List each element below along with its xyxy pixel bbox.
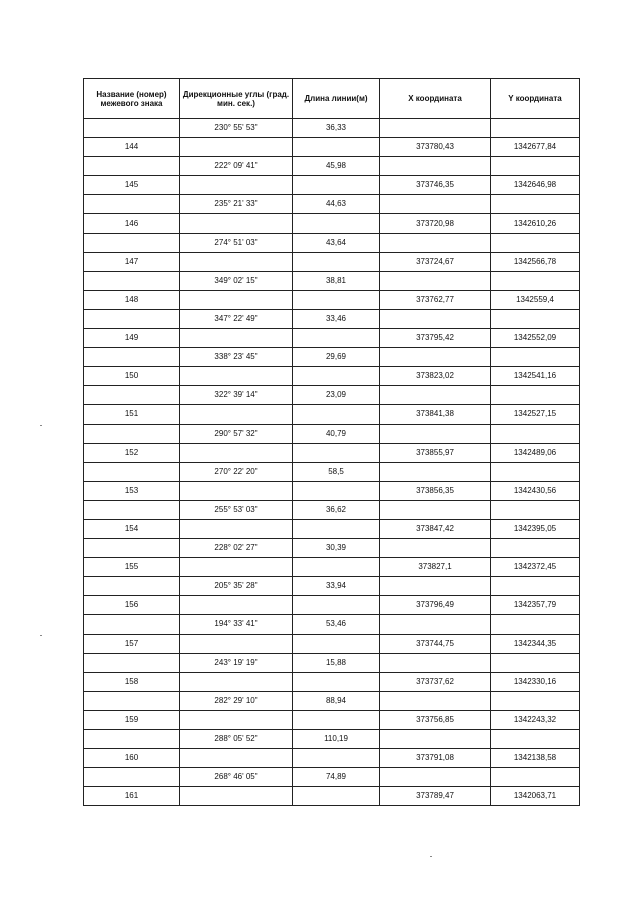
cell-y-coordinate — [491, 768, 580, 787]
cell-marker-name: 147 — [84, 252, 180, 271]
cell-direction-angle: 274° 51' 03" — [180, 233, 293, 252]
cell-line-length — [293, 787, 380, 806]
header-row — [84, 79, 580, 119]
table-header — [84, 79, 580, 119]
cell-y-coordinate — [491, 386, 580, 405]
cell-direction-angle — [180, 672, 293, 691]
cell-direction-angle — [180, 519, 293, 538]
cell-x-coordinate: 373724,67 — [380, 252, 491, 271]
table-row — [84, 691, 580, 710]
cell-y-coordinate — [491, 348, 580, 367]
cell-direction-angle — [180, 481, 293, 500]
table-row — [84, 195, 580, 214]
cell-line-length: 40,79 — [293, 424, 380, 443]
cell-marker-name — [84, 195, 180, 214]
table-row — [84, 749, 580, 768]
table-row — [84, 386, 580, 405]
cell-line-length — [293, 634, 380, 653]
cell-x-coordinate: 373762,77 — [380, 290, 491, 309]
cell-y-coordinate: 1342430,56 — [491, 481, 580, 500]
cell-line-length: 30,39 — [293, 539, 380, 558]
cell-y-coordinate: 1342677,84 — [491, 138, 580, 157]
cell-direction-angle: 222° 09' 41" — [180, 157, 293, 176]
cell-marker-name: 156 — [84, 596, 180, 615]
boundary-coordinates-table — [83, 78, 580, 806]
cell-y-coordinate — [491, 271, 580, 290]
header-x: X координата — [380, 79, 491, 119]
table-row — [84, 596, 580, 615]
cell-direction-angle — [180, 138, 293, 157]
cell-y-coordinate — [491, 653, 580, 672]
cell-marker-name — [84, 309, 180, 328]
cell-marker-name — [84, 730, 180, 749]
cell-x-coordinate: 373746,35 — [380, 176, 491, 195]
cell-x-coordinate — [380, 195, 491, 214]
cell-marker-name — [84, 157, 180, 176]
table-row — [84, 730, 580, 749]
cell-marker-name — [84, 577, 180, 596]
cell-x-coordinate: 373796,49 — [380, 596, 491, 615]
cell-marker-name — [84, 462, 180, 481]
cell-marker-name — [84, 386, 180, 405]
cell-line-length — [293, 405, 380, 424]
cell-marker-name: 159 — [84, 710, 180, 729]
cell-x-coordinate — [380, 424, 491, 443]
cell-y-coordinate: 1342330,16 — [491, 672, 580, 691]
cell-x-coordinate — [380, 768, 491, 787]
cell-x-coordinate — [380, 691, 491, 710]
table-row — [84, 290, 580, 309]
cell-y-coordinate: 1342344,35 — [491, 634, 580, 653]
cell-y-coordinate: 1342559,4 — [491, 290, 580, 309]
cell-line-length — [293, 710, 380, 729]
cell-x-coordinate: 373847,42 — [380, 519, 491, 538]
cell-marker-name: 155 — [84, 558, 180, 577]
cell-direction-angle: 228° 02' 27" — [180, 539, 293, 558]
cell-marker-name: 157 — [84, 634, 180, 653]
table-row — [84, 424, 580, 443]
cell-y-coordinate: 1342610,26 — [491, 214, 580, 233]
cell-direction-angle — [180, 252, 293, 271]
cell-line-length: 74,89 — [293, 768, 380, 787]
cell-line-length — [293, 481, 380, 500]
cell-y-coordinate — [491, 500, 580, 519]
cell-marker-name — [84, 691, 180, 710]
table-row — [84, 176, 580, 195]
cell-x-coordinate — [380, 348, 491, 367]
cell-line-length — [293, 367, 380, 386]
cell-marker-name — [84, 768, 180, 787]
cell-y-coordinate: 1342138,58 — [491, 749, 580, 768]
cell-direction-angle — [180, 405, 293, 424]
cell-y-coordinate: 1342063,71 — [491, 787, 580, 806]
cell-x-coordinate — [380, 577, 491, 596]
cell-x-coordinate: 373823,02 — [380, 367, 491, 386]
table-row — [84, 519, 580, 538]
cell-direction-angle: 349° 02' 15" — [180, 271, 293, 290]
cell-direction-angle: 243° 19' 19" — [180, 653, 293, 672]
cell-y-coordinate: 1342372,45 — [491, 558, 580, 577]
cell-x-coordinate — [380, 233, 491, 252]
table-row — [84, 367, 580, 386]
cell-marker-name — [84, 348, 180, 367]
cell-y-coordinate — [491, 119, 580, 138]
table-row — [84, 138, 580, 157]
header-y: Y координата — [491, 79, 580, 119]
cell-x-coordinate: 373855,97 — [380, 443, 491, 462]
table-row — [84, 558, 580, 577]
table-row — [84, 462, 580, 481]
cell-y-coordinate: 1342243,32 — [491, 710, 580, 729]
cell-direction-angle: 282° 29' 10" — [180, 691, 293, 710]
cell-x-coordinate — [380, 157, 491, 176]
cell-x-coordinate: 373737,62 — [380, 672, 491, 691]
header-length: Длина линии(м) — [293, 79, 380, 119]
cell-marker-name: 161 — [84, 787, 180, 806]
table-row — [84, 329, 580, 348]
cell-line-length — [293, 443, 380, 462]
cell-y-coordinate: 1342527,15 — [491, 405, 580, 424]
cell-direction-angle: 288° 05' 52" — [180, 730, 293, 749]
cell-direction-angle — [180, 214, 293, 233]
cell-marker-name: 144 — [84, 138, 180, 157]
cell-line-length — [293, 290, 380, 309]
cell-direction-angle — [180, 787, 293, 806]
table-row — [84, 309, 580, 328]
cell-marker-name: 150 — [84, 367, 180, 386]
cell-line-length — [293, 672, 380, 691]
cell-y-coordinate — [491, 309, 580, 328]
cell-line-length: 43,64 — [293, 233, 380, 252]
cell-x-coordinate: 373780,43 — [380, 138, 491, 157]
cell-line-length: 15,88 — [293, 653, 380, 672]
cell-marker-name: 145 — [84, 176, 180, 195]
cell-line-length — [293, 558, 380, 577]
scan-speck — [40, 425, 42, 426]
cell-marker-name — [84, 271, 180, 290]
table-row — [84, 710, 580, 729]
cell-marker-name — [84, 233, 180, 252]
cell-y-coordinate — [491, 462, 580, 481]
header-name: Название (номер) межевого знака — [84, 79, 180, 119]
cell-direction-angle: 270° 22' 20" — [180, 462, 293, 481]
cell-line-length — [293, 252, 380, 271]
cell-x-coordinate — [380, 500, 491, 519]
cell-direction-angle: 268° 46' 05" — [180, 768, 293, 787]
table-row — [84, 348, 580, 367]
cell-direction-angle: 338° 23' 45" — [180, 348, 293, 367]
cell-line-length — [293, 749, 380, 768]
table-row — [84, 615, 580, 634]
cell-x-coordinate: 373756,85 — [380, 710, 491, 729]
cell-direction-angle: 205° 35' 28" — [180, 577, 293, 596]
table-row — [84, 768, 580, 787]
cell-line-length — [293, 596, 380, 615]
cell-x-coordinate — [380, 462, 491, 481]
table-row — [84, 214, 580, 233]
cell-marker-name: 154 — [84, 519, 180, 538]
cell-y-coordinate: 1342395,05 — [491, 519, 580, 538]
cell-line-length: 33,46 — [293, 309, 380, 328]
cell-marker-name — [84, 119, 180, 138]
cell-marker-name — [84, 539, 180, 558]
cell-y-coordinate — [491, 577, 580, 596]
cell-direction-angle: 347° 22' 49" — [180, 309, 293, 328]
cell-direction-angle — [180, 176, 293, 195]
cell-marker-name — [84, 653, 180, 672]
cell-y-coordinate: 1342552,09 — [491, 329, 580, 348]
cell-direction-angle: 235° 21' 33" — [180, 195, 293, 214]
cell-line-length: 110,19 — [293, 730, 380, 749]
cell-direction-angle — [180, 749, 293, 768]
cell-direction-angle — [180, 443, 293, 462]
cell-x-coordinate: 373791,08 — [380, 749, 491, 768]
cell-y-coordinate — [491, 233, 580, 252]
table-row — [84, 787, 580, 806]
cell-line-length: 44,63 — [293, 195, 380, 214]
cell-line-length: 88,94 — [293, 691, 380, 710]
cell-x-coordinate — [380, 730, 491, 749]
header-angle: Дирекционные углы (град. мин. сек.) — [180, 79, 293, 119]
table-row — [84, 233, 580, 252]
cell-x-coordinate — [380, 539, 491, 558]
table-row — [84, 157, 580, 176]
cell-line-length: 45,98 — [293, 157, 380, 176]
cell-marker-name — [84, 615, 180, 634]
cell-x-coordinate — [380, 615, 491, 634]
cell-direction-angle: 322° 39' 14" — [180, 386, 293, 405]
table-row — [84, 405, 580, 424]
table-row — [84, 634, 580, 653]
table-row — [84, 119, 580, 138]
cell-line-length: 29,69 — [293, 348, 380, 367]
cell-line-length — [293, 176, 380, 195]
table-body — [84, 119, 580, 806]
cell-y-coordinate: 1342646,98 — [491, 176, 580, 195]
table-row — [84, 252, 580, 271]
cell-direction-angle — [180, 710, 293, 729]
cell-marker-name: 160 — [84, 749, 180, 768]
cell-line-length: 36,33 — [293, 119, 380, 138]
cell-y-coordinate — [491, 424, 580, 443]
cell-x-coordinate — [380, 309, 491, 328]
cell-x-coordinate: 373827,1 — [380, 558, 491, 577]
cell-y-coordinate — [491, 157, 580, 176]
cell-marker-name: 146 — [84, 214, 180, 233]
cell-x-coordinate — [380, 271, 491, 290]
cell-direction-angle — [180, 596, 293, 615]
cell-line-length — [293, 329, 380, 348]
table-row — [84, 500, 580, 519]
cell-line-length: 38,81 — [293, 271, 380, 290]
cell-line-length: 53,46 — [293, 615, 380, 634]
cell-y-coordinate: 1342566,78 — [491, 252, 580, 271]
table-row — [84, 271, 580, 290]
table-row — [84, 443, 580, 462]
cell-y-coordinate — [491, 539, 580, 558]
table-row — [84, 577, 580, 596]
cell-x-coordinate — [380, 119, 491, 138]
scan-speck — [430, 856, 432, 857]
table-row — [84, 672, 580, 691]
cell-x-coordinate — [380, 653, 491, 672]
cell-x-coordinate: 373720,98 — [380, 214, 491, 233]
cell-line-length: 36,62 — [293, 500, 380, 519]
cell-direction-angle: 230° 55' 53" — [180, 119, 293, 138]
cell-direction-angle: 194° 33' 41" — [180, 615, 293, 634]
cell-marker-name: 149 — [84, 329, 180, 348]
cell-x-coordinate: 373744,75 — [380, 634, 491, 653]
cell-x-coordinate — [380, 386, 491, 405]
cell-line-length: 58,5 — [293, 462, 380, 481]
cell-marker-name — [84, 500, 180, 519]
table-row — [84, 539, 580, 558]
cell-line-length — [293, 214, 380, 233]
cell-line-length: 23,09 — [293, 386, 380, 405]
cell-marker-name: 158 — [84, 672, 180, 691]
cell-y-coordinate — [491, 691, 580, 710]
cell-direction-angle — [180, 558, 293, 577]
table-row — [84, 481, 580, 500]
table-row — [84, 653, 580, 672]
cell-y-coordinate — [491, 195, 580, 214]
cell-x-coordinate: 373841,38 — [380, 405, 491, 424]
cell-direction-angle — [180, 290, 293, 309]
cell-marker-name — [84, 424, 180, 443]
cell-marker-name: 153 — [84, 481, 180, 500]
cell-x-coordinate: 373795,42 — [380, 329, 491, 348]
cell-y-coordinate: 1342489,06 — [491, 443, 580, 462]
cell-marker-name: 151 — [84, 405, 180, 424]
cell-direction-angle — [180, 329, 293, 348]
cell-y-coordinate — [491, 730, 580, 749]
cell-marker-name: 152 — [84, 443, 180, 462]
cell-x-coordinate: 373789,47 — [380, 787, 491, 806]
cell-line-length — [293, 138, 380, 157]
cell-x-coordinate: 373856,35 — [380, 481, 491, 500]
cell-y-coordinate: 1342357,79 — [491, 596, 580, 615]
cell-line-length — [293, 519, 380, 538]
cell-direction-angle: 255° 53' 03" — [180, 500, 293, 519]
cell-y-coordinate — [491, 615, 580, 634]
cell-direction-angle — [180, 367, 293, 386]
scan-speck — [40, 635, 42, 636]
cell-y-coordinate: 1342541,16 — [491, 367, 580, 386]
cell-direction-angle — [180, 634, 293, 653]
cell-marker-name: 148 — [84, 290, 180, 309]
cell-direction-angle: 290° 57' 32" — [180, 424, 293, 443]
cell-line-length: 33,94 — [293, 577, 380, 596]
